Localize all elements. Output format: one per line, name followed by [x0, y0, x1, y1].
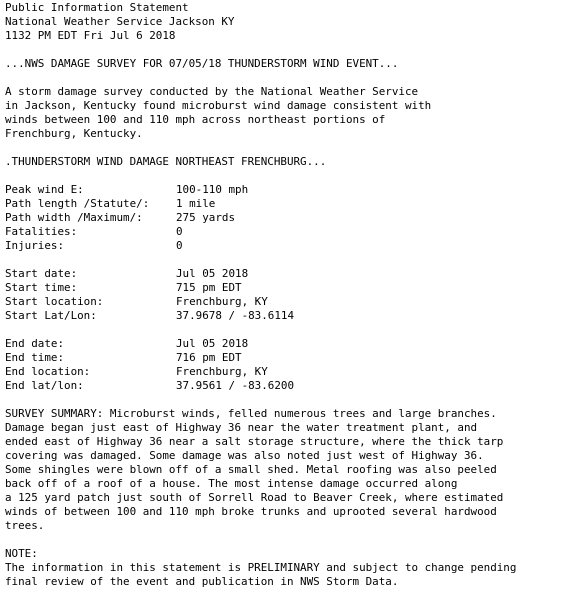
issuing-office: National Weather Service Jackson KY: [5, 15, 235, 28]
summary-line: ended east of Highway 36 near a salt storage structure, where the thick tarp: [5, 435, 504, 448]
start-details: [5, 267, 582, 323]
start-label: Start date:: [5, 267, 78, 280]
intro-line: in Jackson, Kentucky found microburst wind damage consistent with: [5, 99, 432, 112]
start-row: [5, 267, 582, 281]
spacer: [5, 43, 582, 57]
summary-line: a 125 yard patch just south of Sorrell Road to Beaver Creek, where estimated: [5, 491, 504, 504]
summary-line: SURVEY SUMMARY: Microburst winds, felled numerous trees and large branches.: [5, 407, 497, 420]
end-row: [5, 337, 582, 351]
stat-value: 0: [176, 225, 183, 238]
summary-line: trees.: [5, 519, 45, 532]
start-value: 715 pm EDT: [176, 281, 242, 294]
start-row: [5, 295, 582, 309]
end-row: [5, 379, 582, 393]
start-row: [5, 281, 582, 295]
summary-line: Some shingles were blown off of a small shed. Metal roofing was also peeled: [5, 463, 497, 476]
stat-label: Injuries:: [5, 239, 65, 252]
stat-row: [5, 211, 582, 225]
note-section: [5, 547, 582, 589]
end-value: 37.9561 / -83.6200: [176, 379, 295, 392]
stat-row: [5, 183, 582, 197]
summary-line: back off of a roof of a house. The most intense damage occurred along: [5, 477, 458, 490]
spacer: [5, 393, 582, 407]
intro-paragraph: [5, 85, 582, 141]
end-value: Jul 05 2018: [176, 337, 249, 350]
start-row: [5, 309, 582, 323]
stat-value: 1 mile: [176, 197, 216, 210]
spacer: [5, 533, 582, 547]
spacer: [5, 253, 582, 267]
spacer: [5, 141, 582, 155]
end-value: Frenchburg, KY: [176, 365, 268, 378]
start-label: Start Lat/Lon:: [5, 309, 97, 322]
spacer: [5, 71, 582, 85]
end-value: 716 pm EDT: [176, 351, 242, 364]
stat-value: 275 yards: [176, 211, 236, 224]
event-title: .THUNDERSTORM WIND DAMAGE NORTHEAST FRENCHBURG...: [5, 155, 327, 168]
stat-value: 0: [176, 239, 183, 252]
stat-label: Path width /Maximum/:: [5, 211, 143, 224]
end-label: End time:: [5, 351, 65, 364]
note-title: NOTE:: [5, 547, 38, 560]
stat-label: Fatalities:: [5, 225, 78, 238]
note-line: The information in this statement is PRELIMINARY and subject to change pending: [5, 561, 517, 574]
end-label: End date:: [5, 337, 65, 350]
stat-label: Path length /Statute/:: [5, 197, 150, 210]
stat-row: [5, 239, 582, 253]
start-value: 37.9678 / -83.6114: [176, 309, 295, 322]
end-label: End lat/lon:: [5, 379, 84, 392]
issue-time: 1132 PM EDT Fri Jul 6 2018: [5, 29, 176, 42]
intro-line: Frenchburg, Kentucky.: [5, 127, 143, 140]
intro-line: A storm damage survey conducted by the National Weather Service: [5, 85, 419, 98]
spacer: [5, 169, 582, 183]
stat-row: [5, 197, 582, 211]
start-value: Jul 05 2018: [176, 267, 249, 280]
end-details: [5, 337, 582, 393]
summary-line: covering was damaged. Some damage was also noted just west of Highway 36.: [5, 449, 484, 462]
statement-type: Public Information Statement: [5, 1, 189, 14]
start-value: Frenchburg, KY: [176, 295, 268, 308]
summary-line: winds of between 100 and 110 mph broke trunks and uprooted several hardwood: [5, 505, 497, 518]
intro-line: winds between 100 and 110 mph across northeast portions of: [5, 113, 386, 126]
summary-line: Damage began just east of Highway 36 near the water treatment plant, and: [5, 421, 478, 434]
stat-label: Peak wind E:: [5, 183, 84, 196]
end-label: End location:: [5, 365, 91, 378]
stat-row: [5, 225, 582, 239]
note-line: final review of the event and publication in NWS Storm Data.: [5, 575, 399, 588]
headline: ...NWS DAMAGE SURVEY FOR 07/05/18 THUNDERSTORM WIND EVENT...: [5, 57, 399, 70]
start-label: Start time:: [5, 281, 78, 294]
spacer: [5, 323, 582, 337]
event-stats: [5, 183, 582, 253]
statement-header: [5, 1, 582, 43]
end-row: [5, 351, 582, 365]
survey-summary: [5, 407, 582, 533]
end-row: [5, 365, 582, 379]
stat-value: 100-110 mph: [176, 183, 249, 196]
start-label: Start location:: [5, 295, 104, 308]
